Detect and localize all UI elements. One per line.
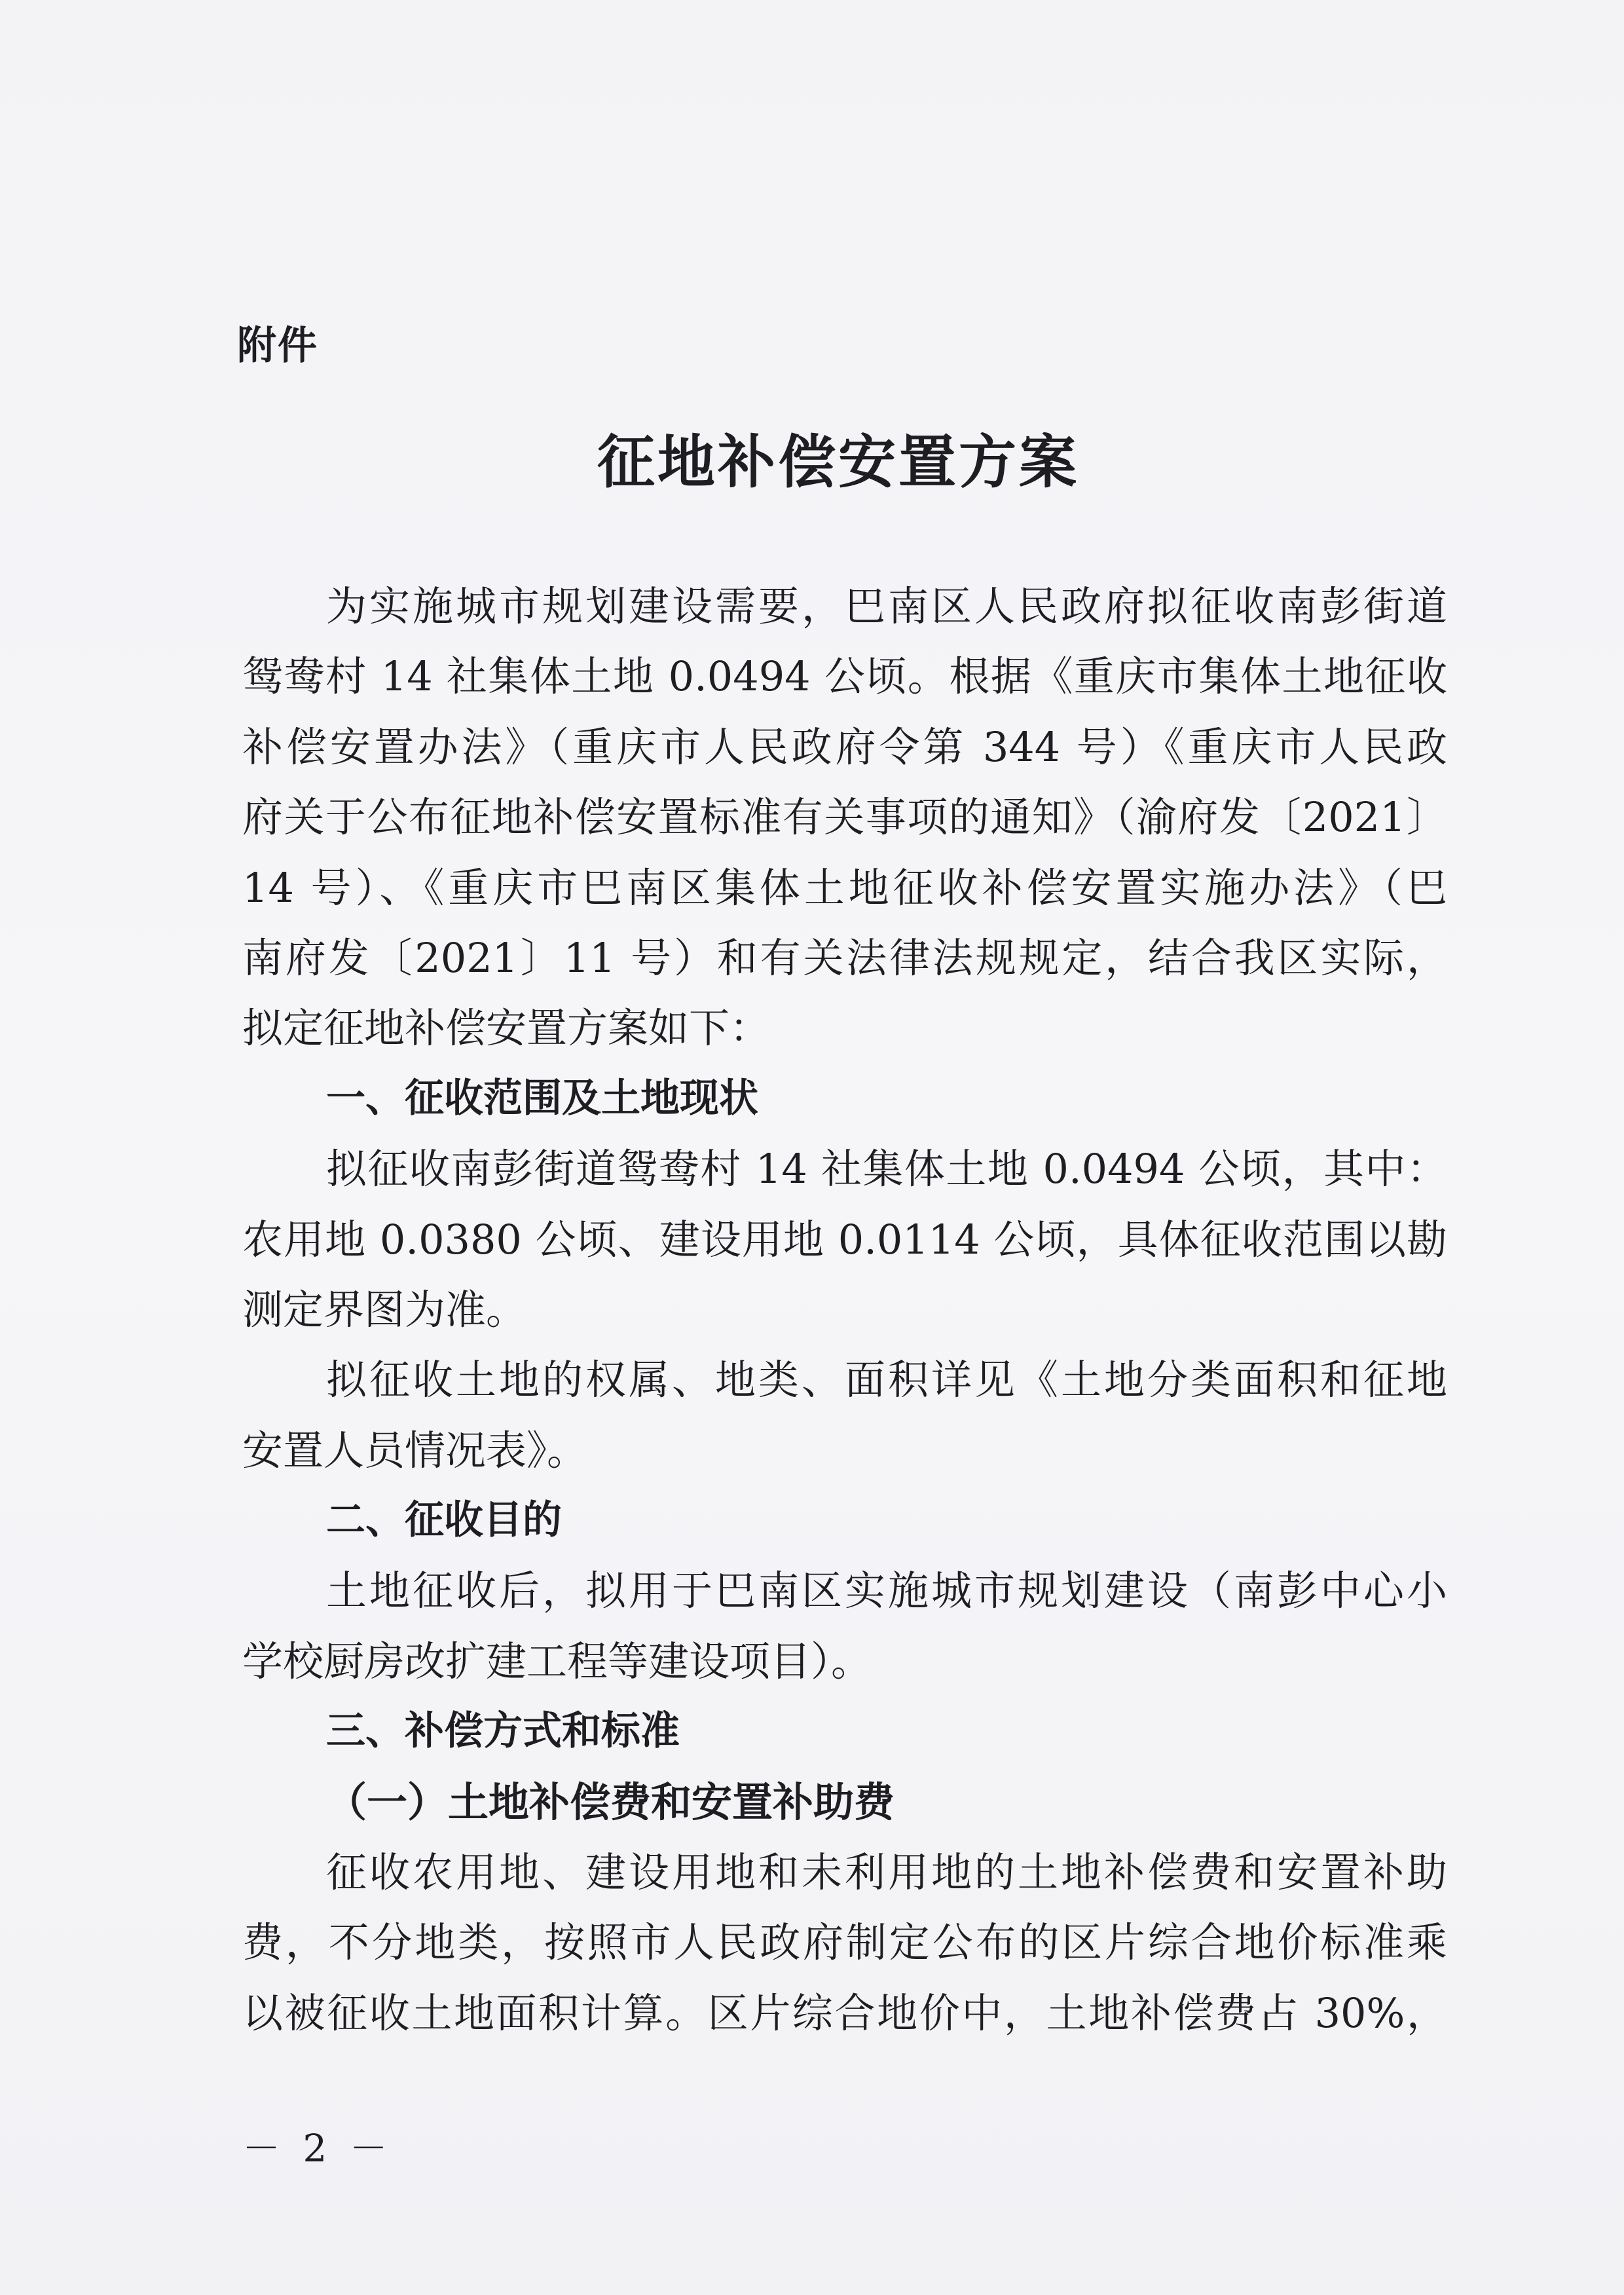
text-line: 拟征收南彭街道鸳鸯村 14 社集体土地 0.0494 公顷，其中： bbox=[326, 1145, 1447, 1193]
section-heading: （一）土地补偿费和安置补助费 bbox=[326, 1778, 895, 1826]
section-heading: 三、补偿方式和标准 bbox=[326, 1708, 680, 1755]
text-line: 补偿安置办法》（重庆市人民政府令第 344 号）《重庆市人民政 bbox=[242, 722, 1447, 771]
attachment-label: 附件 bbox=[237, 323, 318, 369]
text-line: 征收农用地、建设用地和未利用地的土地补偿费和安置补助 bbox=[326, 1848, 1447, 1897]
text-line: 费，不分地类，按照市人民政府制定公布的区片综合地价标准乘 bbox=[242, 1918, 1447, 1967]
text-line: 土地征收后，拟用于巴南区实施城市规划建设（南彭中心小 bbox=[326, 1567, 1447, 1615]
section-heading: 二、征收目的 bbox=[326, 1497, 562, 1544]
text-line: 以被征收土地面积计算。区片综合地价中，土地补偿费占 30%， bbox=[242, 1988, 1447, 2037]
body-text bbox=[242, 571, 1447, 2048]
section-heading: 一、征收范围及土地现状 bbox=[326, 1075, 758, 1121]
text-line: 拟征收土地的权属、地类、面积详见《土地分类面积和征地 bbox=[326, 1356, 1447, 1404]
text-line: 南府发〔2021〕11 号）和有关法律法规规定，结合我区实际， bbox=[242, 933, 1447, 982]
text-line: 为实施城市规划建设需要，巴南区人民政府拟征收南彭街道 bbox=[326, 582, 1447, 630]
text-line: 府关于公布征地补偿安置标准有关事项的通知》（渝府发〔2021〕 bbox=[242, 793, 1447, 842]
document-title: 征地补偿安置方案 bbox=[597, 428, 1079, 496]
text-line: 安置人员情况表》。 bbox=[242, 1426, 588, 1474]
text-line: 鸳鸯村 14 社集体土地 0.0494 公顷。根据《重庆市集体土地征收 bbox=[242, 652, 1447, 701]
page-number: － 2 － bbox=[242, 2126, 393, 2171]
text-line: 14 号）、《重庆市巴南区集体土地征收补偿安置实施办法》（巴 bbox=[242, 863, 1447, 912]
text-line: 学校厨房改扩建工程等建设项目）。 bbox=[242, 1637, 872, 1685]
text-line: 农用地 0.0380 公顷、建设用地 0.0114 公顷，具体征收范围以勘 bbox=[242, 1215, 1447, 1263]
text-line: 拟定征地补偿安置方案如下： bbox=[242, 1004, 771, 1053]
text-line: 测定界图为准。 bbox=[242, 1285, 527, 1334]
